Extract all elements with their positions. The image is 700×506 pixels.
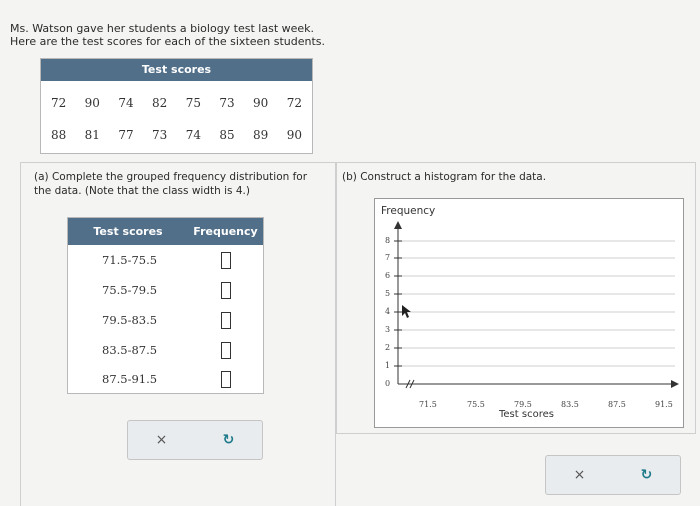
score-cell: 73 [152, 128, 168, 142]
frequency-table-header [68, 218, 263, 245]
y-tick-label: 5 [385, 289, 391, 298]
intro-line-1: Ms. Watson gave her students a biology test last week. [10, 22, 315, 35]
score-cell: 90 [84, 96, 100, 110]
part-b-prompt: (b) Construct a histogram for the data. [342, 171, 547, 183]
x-tick-label: 71.5 [419, 400, 437, 409]
intro-text [10, 22, 325, 48]
part-b-button-bar [545, 455, 681, 495]
frequency-input[interactable] [221, 312, 231, 329]
x-tick-label: 75.5 [467, 400, 485, 409]
x-tick-label: 87.5 [608, 400, 626, 409]
table-row [68, 245, 263, 275]
frequency-table [67, 217, 264, 394]
x-axis-title: Test scores [499, 409, 554, 420]
score-cell: 81 [84, 128, 100, 142]
y-tick-label: 6 [385, 271, 391, 280]
score-cell: 85 [219, 128, 235, 142]
table-row [68, 305, 263, 335]
score-cell: 73 [219, 96, 235, 110]
y-tick-label: 1 [385, 361, 391, 370]
class-interval: 83.5-87.5 [102, 343, 158, 357]
scores-table [40, 58, 313, 154]
y-tick-label: 0 [385, 379, 391, 388]
part-a-prompt-wrap [34, 170, 324, 198]
table-row [68, 335, 263, 365]
x-tick-label: 91.5 [655, 400, 673, 409]
class-interval: 79.5-83.5 [102, 313, 158, 327]
score-cell: 90 [253, 96, 269, 110]
y-tick-label: 7 [385, 253, 391, 262]
mouse-cursor-icon [402, 305, 411, 318]
part-a-prompt: (a) Complete the grouped frequency distribution for the data. (Note that the class width is 4.) [34, 171, 308, 197]
y-axis-title: Frequency [381, 205, 436, 217]
redo-button[interactable]: ↻ [640, 467, 653, 483]
x-tick-label: 83.5 [561, 400, 579, 409]
scores-table-title: Test scores [41, 59, 312, 81]
scores-row-2 [41, 125, 312, 145]
y-axis-arrow-icon [394, 221, 402, 229]
frequency-input[interactable] [221, 342, 231, 359]
class-interval: 87.5-91.5 [102, 372, 158, 386]
score-cell: 72 [286, 96, 302, 110]
class-interval: 71.5-75.5 [102, 253, 158, 267]
score-cell: 75 [185, 96, 201, 110]
score-cell: 82 [152, 96, 168, 110]
header-frequency: Frequency [193, 225, 258, 238]
intro-line-2: Here are the test scores for each of the sixteen students. [10, 35, 326, 48]
y-tick-label: 8 [385, 236, 391, 245]
score-cell: 74 [118, 96, 134, 110]
table-row [68, 365, 263, 393]
table-row [68, 275, 263, 305]
score-cell: 74 [185, 128, 201, 142]
redo-button[interactable]: ↻ [222, 432, 235, 448]
header-test-scores: Test scores [93, 225, 163, 238]
class-interval: 75.5-79.5 [102, 283, 158, 297]
y-tick-label: 2 [385, 343, 391, 352]
histogram-svg[interactable] [375, 199, 683, 427]
x-tick-label: 79.5 [514, 400, 532, 409]
part-a-button-bar [127, 420, 263, 460]
frequency-input[interactable] [221, 282, 231, 299]
scores-row-1 [41, 93, 312, 113]
histogram-canvas[interactable] [374, 198, 684, 428]
x-axis-arrow-icon [671, 380, 679, 388]
y-tick-label: 4 [385, 307, 391, 316]
frequency-input[interactable] [221, 252, 231, 269]
clear-button[interactable]: × [573, 467, 586, 483]
score-cell: 72 [51, 96, 67, 110]
score-cell: 88 [51, 128, 67, 142]
clear-button[interactable]: × [155, 432, 168, 448]
score-cell: 90 [286, 128, 302, 142]
y-tick-label: 3 [385, 325, 391, 334]
frequency-input[interactable] [221, 371, 231, 388]
score-cell: 89 [253, 128, 269, 142]
score-cell: 77 [118, 128, 134, 142]
